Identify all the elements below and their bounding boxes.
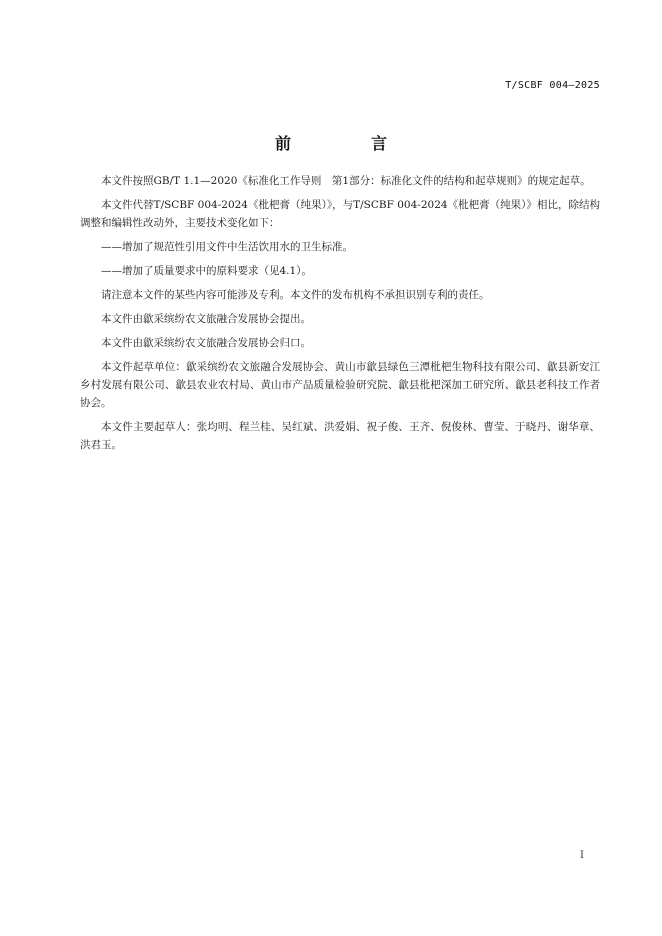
paragraph-drafters: 本文件主要起草人：张均明、程兰桂、吴红斌、洪爱娟、祝子俊、王齐、倪俊林、曹莹、于晓丹、谢华章、洪君玉。 [80, 421, 600, 451]
paragraph-centralized-unit: 本文件由歙采缤纷农文旅融合发展协会归口。 [101, 337, 311, 349]
page-title: 前 言 [274, 134, 419, 153]
change-item: ——增加了质量要求中的原料要求（见4.1）。 [101, 265, 312, 277]
change-item: ——增加了规范性引用文件中生活饮用水的卫生标准。 [101, 241, 353, 253]
document-code: T/SCBF 004—2025 [505, 80, 600, 91]
paragraph-drafting-units: 本文件起草单位：歙采缤纷农文旅融合发展协会、黄山市歙县绿色三潭枇杷生物科技有限公司、歙县新安江乡村发展有限公司、歙县农业农村局、黄山市产品质量检验研究院、歙县枇杷深加工研究所、歙县老科技工作者协会。 [80, 361, 600, 409]
foreword-body [80, 172, 600, 460]
paragraph-patent-notice: 请注意本文件的某些内容可能涉及专利。本文件的发布机构不承担识别专利的责任。 [101, 289, 490, 301]
paragraph-replacement: 本文件代替T/SCBF 004-2024《枇杷膏（纯果）》，与T/SCBF 004-2024《枇杷膏（纯果）》相比，除结构调整和编辑性改动外，主要技术变化如下： [80, 199, 600, 229]
page-number: I [580, 850, 584, 861]
paragraph-drafting-rules: 本文件按照GB/T 1.1—2020《标准化工作导则 第1部分：标准化文件的结构和起草规则》的规定起草。 [101, 175, 591, 187]
paragraph-proposer: 本文件由歙采缤纷农文旅融合发展协会提出。 [101, 313, 311, 325]
